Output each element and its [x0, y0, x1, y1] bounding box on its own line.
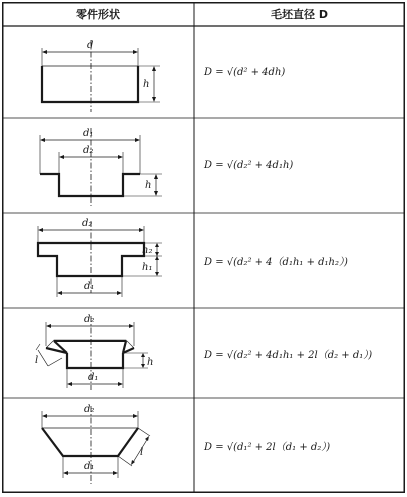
table-header	[2, 2, 405, 26]
dimension-label-d2: d₂	[82, 218, 93, 229]
blank-diameter-formula: D = √(d₁² + 2l（d₁ + d₂）)	[204, 442, 331, 453]
shape-figure-truncated-cone	[2, 398, 194, 493]
table-row	[2, 26, 405, 118]
dimension-label-l: l	[140, 447, 144, 458]
formula-cell	[194, 308, 405, 398]
blank-diameter-formula: D = √(d₂² + 4（d₁h₁ + d₁h₂）)	[204, 257, 348, 268]
formula-cell	[194, 26, 405, 118]
table-row	[2, 398, 405, 493]
dimension-label-d2: d₂	[84, 314, 95, 325]
shape-figure-flanged-cup	[2, 118, 194, 213]
dimension-label-d1: d₁	[88, 372, 99, 383]
blank-diameter-formula: D = √(d₂² + 4d₁h₁ + 2l（d₂ + d₁）)	[204, 349, 373, 361]
dimension-label-d2: d₂	[83, 145, 94, 156]
dimension-label-d: d	[87, 40, 94, 51]
dimension-label-h: h	[147, 357, 154, 368]
dimension-label-d2: d₂	[84, 404, 95, 415]
shape-column-header: 零件形状	[76, 8, 120, 21]
dimension-label-h2: h₂	[142, 245, 153, 256]
blank-diameter-table	[2, 2, 405, 493]
blank-diameter-column-header: 毛坯直径 D	[271, 8, 328, 21]
shape-figure-cylinder-cup	[2, 26, 194, 118]
formula-cell	[194, 118, 405, 213]
formula-cell	[194, 398, 405, 493]
table-row	[2, 213, 405, 308]
dimension-label-d1: d₁	[84, 461, 95, 472]
table-row	[2, 118, 405, 213]
blank-diameter-formula: D = √(d² + 4dh)	[204, 66, 286, 78]
shape-figure-stepped-flange-cup	[2, 213, 194, 308]
dimension-label-l: l	[35, 355, 39, 366]
formula-cell	[194, 213, 405, 308]
dimension-label-h1: h₁	[142, 262, 153, 273]
dimension-label-d1: d₁	[84, 281, 95, 292]
blank-diameter-formula: D = √(d₂² + 4d₁h)	[204, 160, 294, 171]
dimension-label-h: h	[145, 180, 152, 191]
dimension-label-h: h	[143, 79, 150, 90]
table-row	[2, 308, 405, 398]
dimension-label-d1: d₁	[83, 128, 94, 139]
shape-figure-conical-flange-cup	[2, 308, 194, 398]
